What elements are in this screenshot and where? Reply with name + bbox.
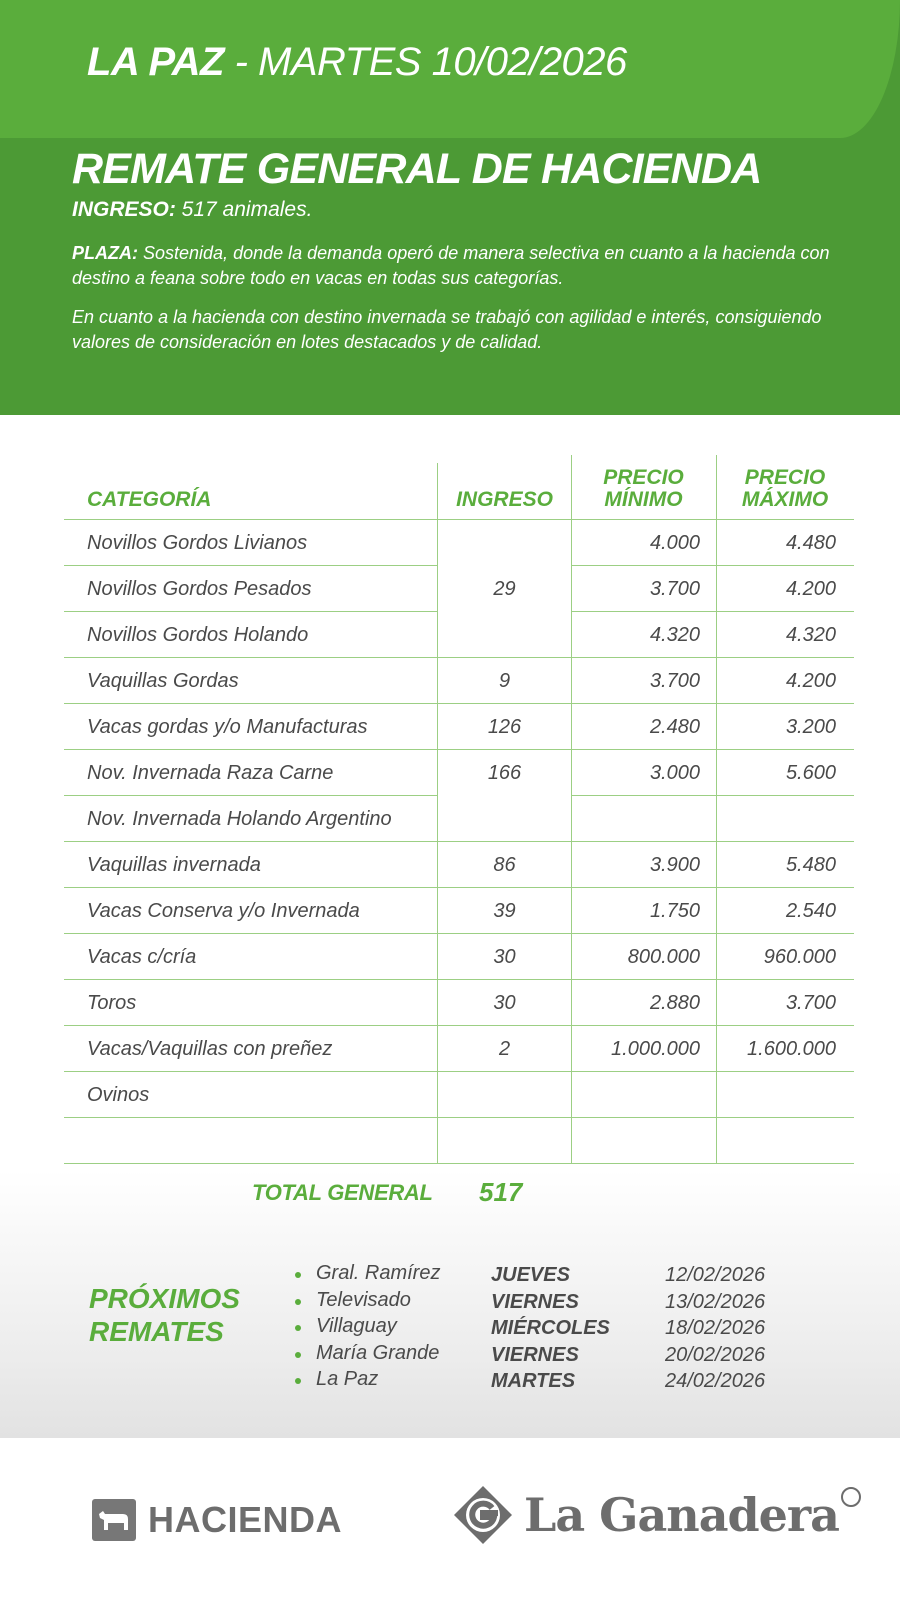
table-row <box>64 704 854 750</box>
upcoming-day: MARTES <box>491 1370 576 1392</box>
table-row <box>64 934 854 980</box>
list-item <box>295 1315 795 1342</box>
cell-ingreso: 30 <box>493 992 516 1014</box>
title-separator: - <box>223 40 259 84</box>
total-value: 517 <box>479 1177 523 1207</box>
cell-precio-maximo: 2.540 <box>785 900 836 922</box>
cell-ingreso: 29 <box>493 578 516 600</box>
upcoming-date: 18/02/2026 <box>665 1317 766 1339</box>
table-row <box>64 566 854 612</box>
ingreso-value: 517 animales. <box>175 198 313 221</box>
table-row <box>64 658 854 704</box>
invernada-paragraph: En cuanto a la hacienda con destino invernada se trabajó con agilidad e interés, consiguiendo valores de consideración en lotes destacados y de calidad. <box>72 307 822 352</box>
cell-category: Vacas gordas y/o Manufacturas <box>87 716 368 738</box>
upcoming-place: María Grande <box>316 1341 440 1364</box>
cell-precio-maximo: 960.000 <box>763 946 836 968</box>
auction-title: REMATE GENERAL DE HACIENDA <box>72 145 762 193</box>
cell-category: Vaquillas Gordas <box>87 670 239 692</box>
cell-precio-maximo: 3.700 <box>785 992 836 1014</box>
list-item <box>295 1368 795 1395</box>
table-row <box>64 612 854 658</box>
bullet-icon <box>295 1352 301 1358</box>
upcoming-place: Televisado <box>316 1288 411 1311</box>
table-row <box>64 888 854 934</box>
auction-place: LA PAZ <box>87 40 224 84</box>
cell-precio-minimo: 4.320 <box>649 624 700 646</box>
cell-category: Nov. Invernada Holando Argentino <box>87 808 392 830</box>
cell-precio-maximo: 1.600.000 <box>747 1038 836 1060</box>
cell-precio-minimo: 2.480 <box>649 716 700 738</box>
cell-ingreso: 166 <box>487 762 522 784</box>
cell-precio-minimo: 3.900 <box>649 854 700 876</box>
cell-category: Vacas c/cría <box>87 946 197 968</box>
bullet-icon <box>295 1299 301 1305</box>
cell-precio-maximo: 3.200 <box>785 716 836 738</box>
upcoming-date: 13/02/2026 <box>665 1290 766 1313</box>
header-min-line2: MÍNIMO <box>604 488 683 511</box>
upcoming-title <box>89 1282 240 1348</box>
cell-precio-maximo: 4.480 <box>785 532 836 554</box>
cell-precio-maximo: 4.200 <box>785 670 836 692</box>
upcoming-title-line2: REMATES <box>89 1316 224 1347</box>
table-body <box>64 520 854 1164</box>
upcoming-title-line1: PRÓXIMOS <box>89 1283 240 1314</box>
cell-precio-minimo: 800.000 <box>627 946 700 968</box>
cell-ingreso: 39 <box>493 900 516 922</box>
upcoming-date: 12/02/2026 <box>665 1264 766 1286</box>
cell-category: Toros <box>87 992 137 1014</box>
hacienda-logo-text: HACIENDA <box>148 1498 343 1540</box>
header-ingreso: INGRESO <box>456 488 553 511</box>
header-max-line2: MÁXIMO <box>741 488 829 511</box>
cell-category: Nov. Invernada Raza Carne <box>87 762 334 784</box>
table-row <box>64 1026 854 1072</box>
list-item <box>295 1289 795 1316</box>
list-item <box>295 1262 795 1289</box>
row-divider <box>64 1163 854 1164</box>
cell-ingreso: 9 <box>498 670 511 692</box>
ingreso-label: INGRESO: <box>72 198 176 221</box>
upcoming-date: 24/02/2026 <box>665 1370 766 1392</box>
cell-category: Novillos Gordos Holando <box>87 624 309 646</box>
cell-precio-maximo: 5.600 <box>785 762 836 784</box>
header-min-line1: PRECIO <box>603 466 684 489</box>
header-precio-maximo <box>716 467 854 511</box>
page-title <box>87 40 627 85</box>
la-ganadera-logo-text: La Ganadera <box>524 1488 839 1542</box>
cell-precio-minimo: 1.750 <box>649 900 700 922</box>
cell-precio-minimo: 2.880 <box>649 992 700 1014</box>
cow-icon <box>92 1499 136 1541</box>
upcoming-date: 20/02/2026 <box>665 1343 766 1366</box>
cell-category: Vaquillas invernada <box>87 854 261 876</box>
table-row <box>64 842 854 888</box>
cell-category: Novillos Gordos Pesados <box>87 578 312 600</box>
bullet-icon <box>295 1378 301 1384</box>
cell-category: Ovinos <box>87 1084 150 1106</box>
la-ganadera-logo <box>452 1482 861 1548</box>
upcoming-place: Villaguay <box>316 1315 397 1337</box>
cell-precio-minimo: 4.000 <box>649 532 700 554</box>
table-row <box>64 750 854 796</box>
table-header <box>64 455 854 520</box>
header-max-line1: PRECIO <box>744 466 826 489</box>
header-precio-minimo <box>571 467 716 511</box>
upcoming-place: La Paz <box>316 1368 379 1390</box>
header-category: CATEGORÍA <box>87 488 212 511</box>
cell-ingreso: 30 <box>493 946 516 968</box>
table-row <box>64 1072 854 1118</box>
table-row <box>64 796 854 842</box>
plaza-text: Sostenida, donde la demanda operó de manera selectiva en cuanto a la hacienda con destino a feana sobre todo en vacas en todas sus categorías. <box>72 243 830 288</box>
bullet-icon <box>295 1272 301 1278</box>
total-label: TOTAL GENERAL <box>252 1180 433 1205</box>
table-row <box>64 1118 854 1164</box>
cell-ingreso: 2 <box>498 1038 511 1060</box>
cell-precio-minimo: 3.000 <box>649 762 700 784</box>
plaza-paragraph <box>72 241 832 291</box>
list-item <box>295 1342 795 1369</box>
la-ganadera-emblem-icon <box>452 1484 514 1546</box>
upcoming-day: JUEVES <box>491 1264 570 1286</box>
cell-category: Vacas Conserva y/o Invernada <box>87 900 360 922</box>
cell-precio-maximo: 5.480 <box>785 854 836 876</box>
bullet-icon <box>295 1325 301 1331</box>
cell-ingreso: 126 <box>487 716 522 738</box>
upcoming-day: VIERNES <box>491 1290 579 1313</box>
cell-precio-minimo: 3.700 <box>649 578 700 600</box>
hacienda-logo <box>92 1497 342 1542</box>
cell-ingreso: 86 <box>493 854 516 876</box>
upcoming-day: VIERNES <box>491 1343 579 1366</box>
auction-date: MARTES 10/02/2026 <box>258 40 627 84</box>
price-table <box>64 455 854 1164</box>
cell-category: Novillos Gordos Livianos <box>87 532 308 554</box>
table-row <box>64 520 854 566</box>
cell-precio-maximo: 4.200 <box>785 578 836 600</box>
cell-precio-minimo: 3.700 <box>649 670 700 692</box>
upcoming-day: MIÉRCOLES <box>491 1317 610 1339</box>
registered-mark-icon <box>841 1487 861 1507</box>
ingreso-summary <box>72 198 312 222</box>
table-row <box>64 980 854 1026</box>
cell-precio-minimo: 1.000.000 <box>611 1038 700 1060</box>
plaza-label: PLAZA: <box>72 243 138 263</box>
upcoming-list <box>295 1262 795 1395</box>
header-panel <box>0 0 900 415</box>
upcoming-place: Gral. Ramírez <box>316 1262 441 1284</box>
cell-precio-maximo: 4.320 <box>785 624 836 646</box>
cell-category: Vacas/Vaquillas con preñez <box>87 1038 333 1060</box>
